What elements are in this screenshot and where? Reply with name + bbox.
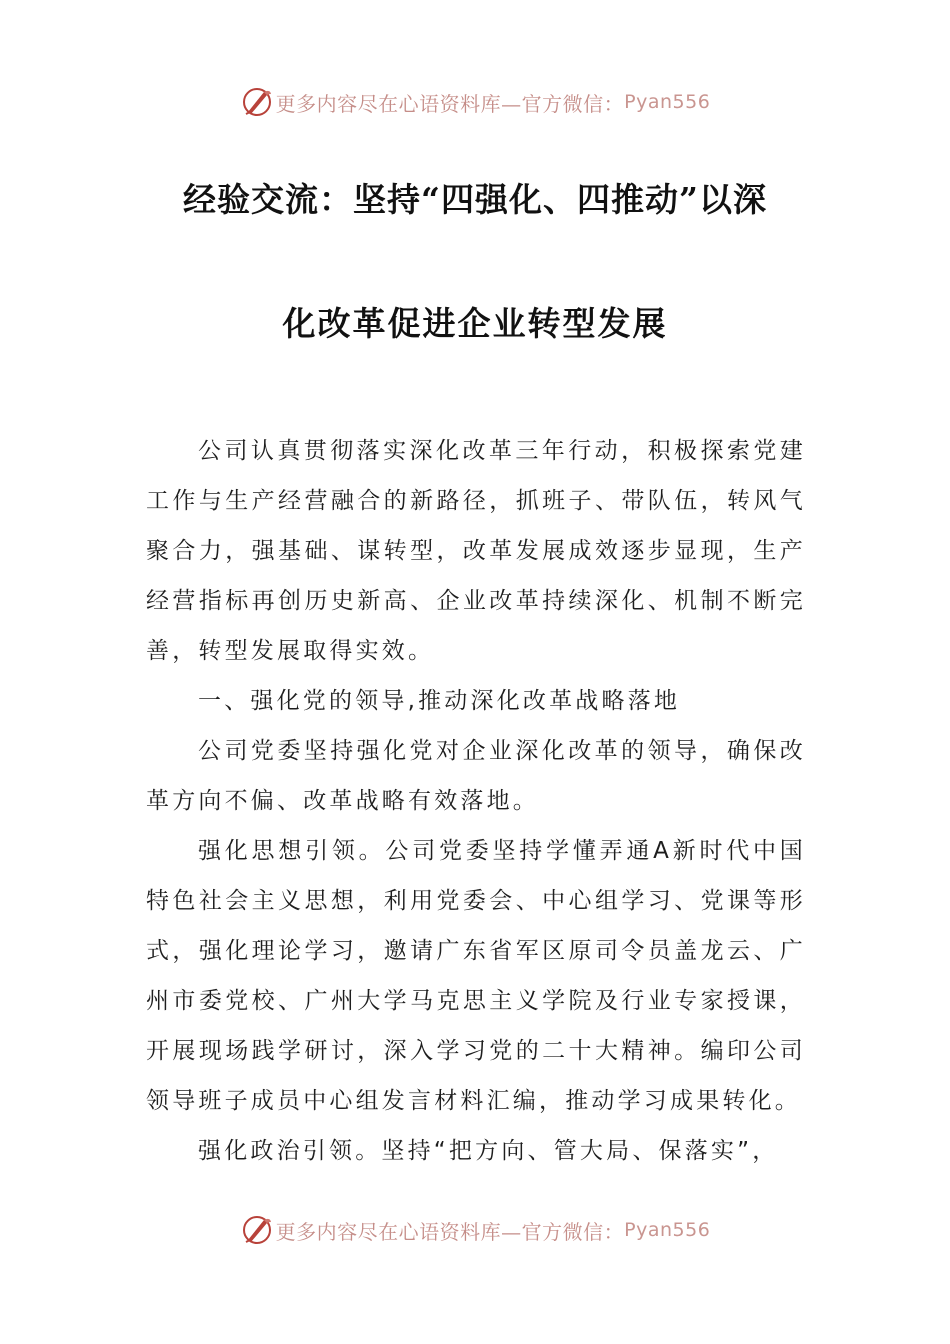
quill-pen-circle-icon [240,85,274,119]
watermark-wechat-id: Pyan556 [624,1219,711,1241]
watermark-banner-top [0,82,950,122]
body-paragraph: 强化政治引领。坚持“把方向、管大局、保落实”， [198,1138,779,1164]
document-title-line-1: 经验交流：坚持“四强化、四推动”以深 [183,180,767,219]
body-paragraph-intro: 公司认真贯彻落实深化改革三年行动，积极探索党建工作与生产经营融合的新路径，抓班子、带队伍，转风气聚合力，强基础、谋转型，改革发展成效逐步显现，生产经营指标再创历史新高、企业改革持续深化、机制不断完善，转型发展取得实效。 [146,438,806,664]
document-body [146,426,806,1176]
quill-pen-circle-icon [240,1213,274,1247]
watermark-text: 更多内容尽在心语资料库—官方微信： [275,1219,625,1244]
watermark-text: 更多内容尽在心语资料库—官方微信： [275,91,625,116]
section-heading-1: 一、强化党的领导,推动深化改革战略落地 [198,688,681,714]
watermark-banner-bottom [0,1210,950,1250]
watermark-wechat-id: Pyan556 [624,91,711,113]
document-title-line-2: 化改革促进企业转型发展 [282,304,668,343]
body-paragraph: 强化思想引领。公司党委坚持学懂弄通A新时代中国特色社会主义思想，利用党委会、中心组学习、党课等形式，强化理论学习，邀请广东省军区原司令员盖龙云、广州市委党校、广州大学马克思主义学院及行业专家授课，开展现场践学研讨，深入学习党的二十大精神。编印公司领导班子成员中心组发言材料汇编，推动学习成果转化。 [146,838,806,1114]
body-paragraph: 公司党委坚持强化党对企业深化改革的领导，确保改革方向不偏、改革战略有效落地。 [146,738,806,814]
